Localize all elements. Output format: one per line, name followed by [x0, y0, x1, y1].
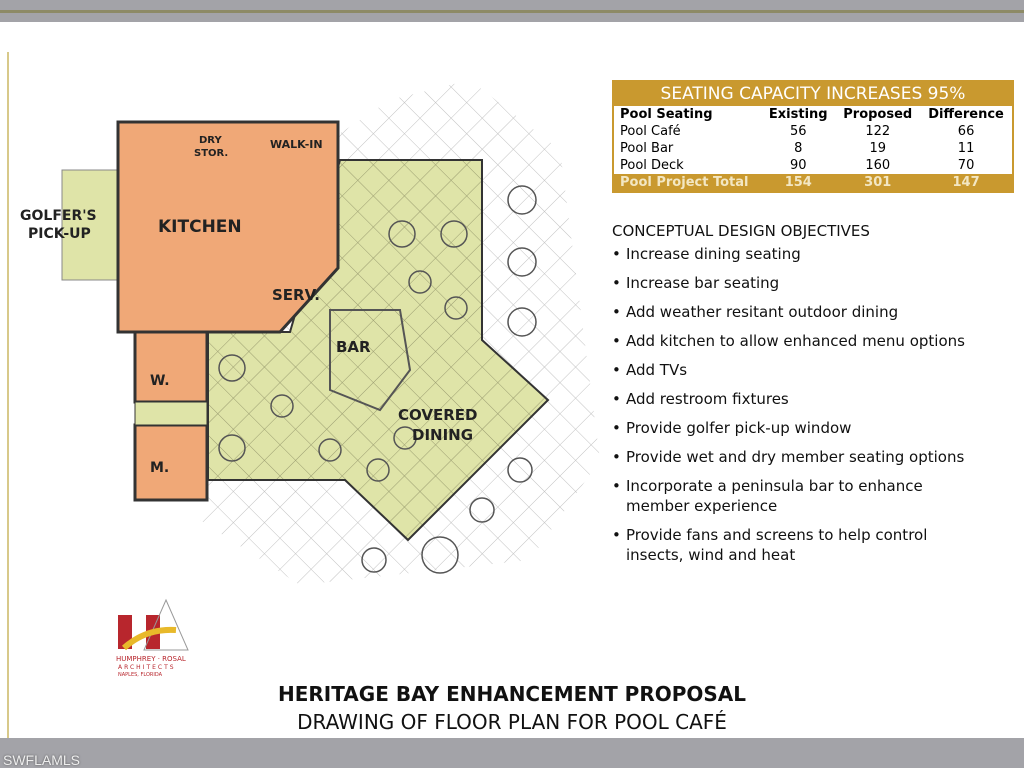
- golfer-pickup-area: [62, 170, 118, 280]
- covered-label-2: DINING: [412, 426, 474, 444]
- objective-item: • Increase bar seating: [612, 273, 1006, 293]
- header-cell: Proposed: [843, 107, 913, 122]
- logo-name: HUMPHREY · ROSAL: [116, 655, 186, 663]
- bottom-band: [0, 738, 1024, 768]
- cell: 66: [957, 124, 975, 139]
- cell: Pool Café: [620, 124, 681, 139]
- cell: Pool Bar: [620, 141, 674, 156]
- cell: 301: [864, 175, 892, 190]
- objective-item: • Provide wet and dry member seating options: [612, 447, 1006, 467]
- design-objectives: [612, 222, 1006, 574]
- table-title: SEATING CAPACITY INCREASES 95%: [614, 82, 1012, 106]
- cell: 11: [957, 141, 975, 156]
- cell: 70: [957, 158, 975, 173]
- cell: 122: [865, 124, 891, 139]
- architect-logo: [116, 600, 188, 678]
- mens-restroom: [135, 425, 207, 500]
- cell: 160: [865, 158, 891, 173]
- cell: Pool Project Total: [620, 175, 749, 190]
- objective-item: • Provide golfer pick-up window: [612, 418, 1006, 438]
- seating-capacity-table: [612, 80, 1014, 193]
- table-row: [614, 140, 1012, 157]
- kitchen-label: KITCHEN: [158, 217, 242, 237]
- floor-plan: [0, 40, 600, 700]
- objective-item: • Add kitchen to allow enhanced menu options: [612, 331, 1006, 351]
- objective-item: • Increase dining seating: [612, 244, 1006, 264]
- mens-label: M.: [150, 460, 170, 476]
- objective-item: • Provide fans and screens to help control insects, wind and heat: [612, 525, 956, 565]
- golfer-label-2: PICK-UP: [28, 226, 91, 242]
- cell: Pool Deck: [620, 158, 684, 173]
- cell: 147: [952, 175, 980, 190]
- cell: 154: [784, 175, 812, 190]
- objective-item: • Incorporate a peninsula bar to enhance member experience: [612, 476, 956, 516]
- serv-label: SERV.: [272, 286, 320, 304]
- objectives-heading: CONCEPTUAL DESIGN OBJECTIVES: [612, 222, 870, 240]
- covered-label-1: COVERED: [398, 406, 478, 424]
- header-cell: Difference: [928, 107, 1004, 122]
- golfer-label-1: GOLFER'S: [20, 208, 97, 224]
- stor-label: STOR.: [194, 148, 229, 159]
- womens-label: W.: [150, 373, 170, 389]
- cell: 56: [789, 124, 807, 139]
- table-total-row: [614, 174, 1012, 191]
- logo-addr: NAPLES, FLORIDA: [118, 672, 163, 678]
- objective-item: • Add TVs: [612, 360, 1006, 380]
- cell: 8: [794, 141, 803, 156]
- objective-item: • Add restroom fixtures: [612, 389, 1006, 409]
- watermark: SWFLAMLS: [3, 752, 81, 768]
- proposal-title: HERITAGE BAY ENHANCEMENT PROPOSAL: [277, 682, 747, 706]
- header-cell: Pool Seating: [620, 107, 713, 122]
- table-header-row: [614, 106, 1012, 123]
- womens-restroom: [135, 332, 207, 402]
- header-cell: Existing: [768, 107, 828, 122]
- cell: 90: [789, 158, 807, 173]
- dry-label: DRY: [199, 135, 222, 146]
- logo-sub: ARCHITECTS: [118, 664, 176, 671]
- top-band: [0, 0, 1024, 22]
- table-row: [614, 123, 1012, 140]
- cell: 19: [869, 141, 886, 156]
- walkin-label: WALK-IN: [270, 138, 323, 151]
- bar-label: BAR: [336, 338, 371, 356]
- objective-item: • Add weather resitant outdoor dining: [612, 302, 1006, 322]
- proposal-subtitle: DRAWING OF FLOOR PLAN FOR POOL CAFÉ: [297, 710, 727, 734]
- table-row: [614, 157, 1012, 174]
